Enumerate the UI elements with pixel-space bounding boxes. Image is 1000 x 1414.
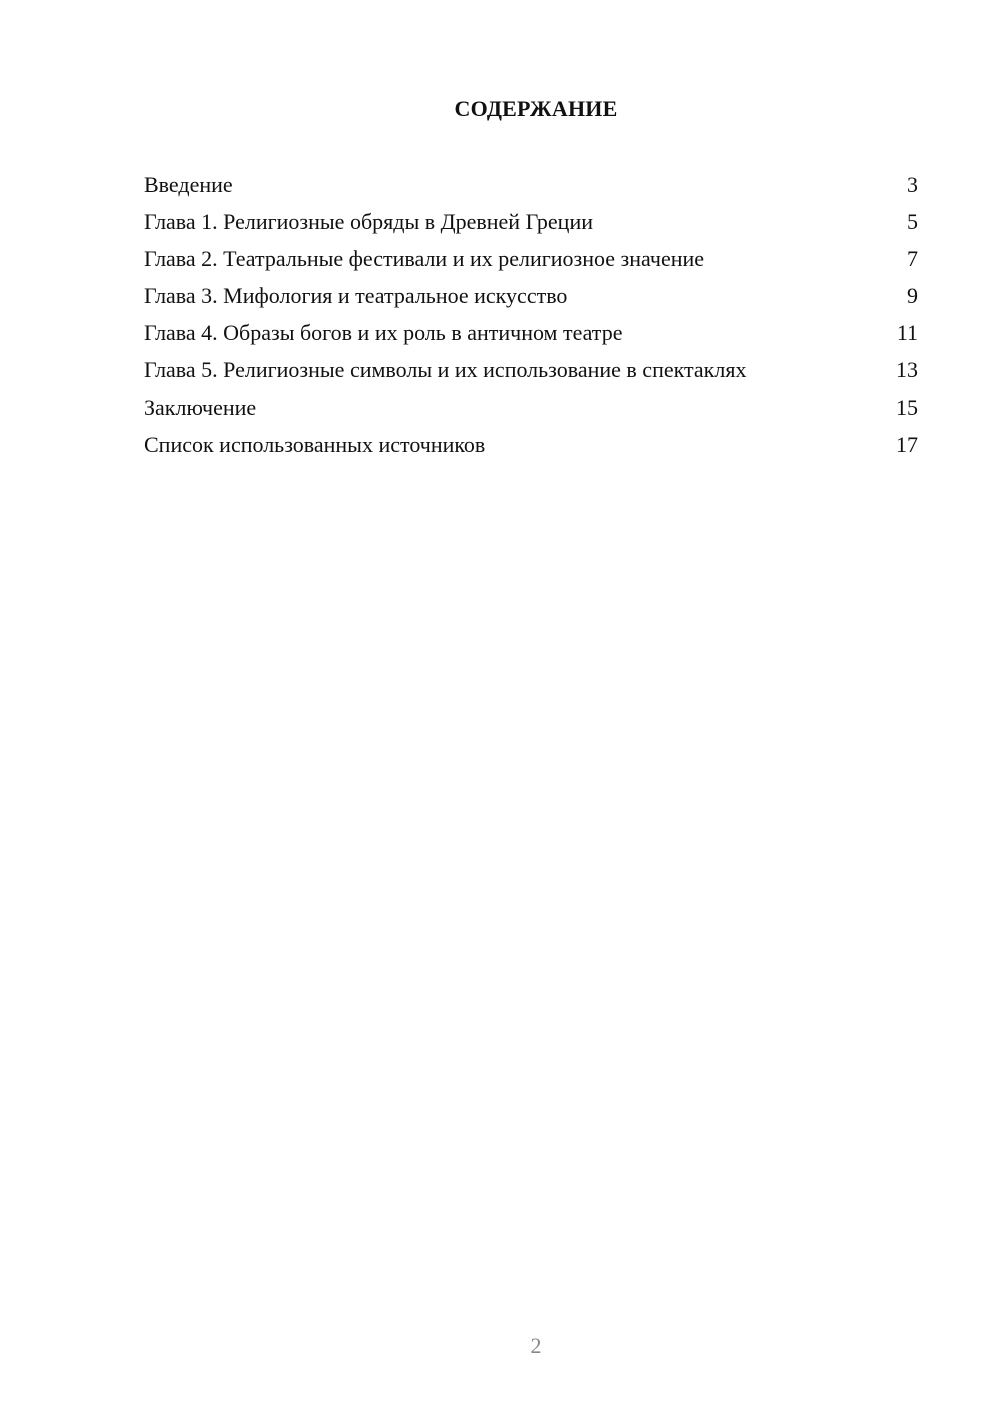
toc-entry-label: Введение (144, 172, 233, 197)
toc-entry-chapter-2 (144, 244, 918, 281)
toc-entry-page: 7 (907, 246, 918, 272)
page-number: 2 (530, 1333, 542, 1358)
toc-entry-label: Глава 4. Образы богов и их роль в античном театре (144, 320, 623, 346)
toc-entry-page: 15 (896, 394, 918, 420)
toc-entry-label: Заключение (144, 394, 257, 420)
toc-entry-references (144, 430, 918, 467)
toc-entry-page: 5 (907, 209, 918, 235)
toc-entry-page: 9 (907, 283, 918, 309)
toc-entry-page: 17 (896, 431, 918, 457)
toc-entry-chapter-3 (144, 281, 918, 318)
toc-entry-chapter-5 (144, 355, 918, 392)
toc-entry-page: 13 (896, 357, 918, 383)
toc-entry-page: 3 (907, 172, 918, 197)
toc-entry-label: Глава 2. Театральные фестивали и их религиозное значение (144, 246, 705, 272)
toc-list (144, 170, 918, 467)
toc-entry-label: Глава 5. Религиозные символы и их использование в спектаклях (144, 357, 747, 383)
toc-title: СОДЕРЖАНИЕ (454, 96, 618, 121)
toc-entry-label: Глава 3. Мифология и театральное искусство (144, 283, 568, 309)
toc-entry-conclusion (144, 393, 918, 430)
toc-entry-label: Список использованных источников (144, 431, 486, 457)
toc-entry-page: 11 (896, 320, 918, 346)
toc-entry-introduction (144, 170, 918, 207)
toc-entry-chapter-1 (144, 207, 918, 244)
toc-entry-label: Глава 1. Религиозные обряды в Древней Греции (144, 209, 594, 235)
toc-entry-chapter-4 (144, 318, 918, 355)
